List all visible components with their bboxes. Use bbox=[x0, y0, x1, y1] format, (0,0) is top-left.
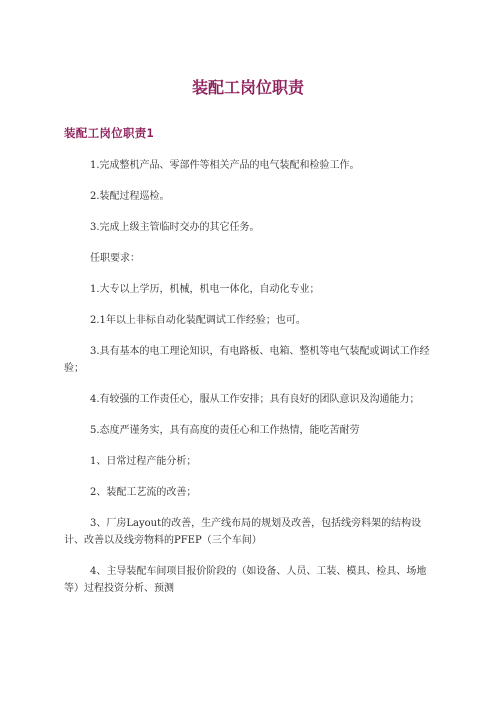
paragraph-duty-1: 1.完成整机产品、零部件等相关产品的电气装配和检验工作。 bbox=[90, 160, 360, 171]
paragraph-task-4: 4、主导装配车间项目报价阶段的（如设备、人员、工装、模具、检具、场地等）过程投资分析、预测 bbox=[64, 566, 427, 594]
paragraph-duty-3: 3.完成上级主管临时交办的其它任务。 bbox=[90, 222, 260, 233]
paragraph-requirement-1: 1.大专以上学历，机械，机电一体化，自动化专业； bbox=[90, 284, 320, 295]
paragraph-requirement-5: 5.态度严谨务实，具有高度的责任心和工作热情，能吃苦耐劳 bbox=[90, 425, 360, 436]
paragraph-task-2: 2、装配工艺流的改善； bbox=[90, 487, 197, 498]
paragraph-requirement-4: 4.有较强的工作责任心，服从工作安排；具有良好的团队意识及沟通能力； bbox=[90, 394, 420, 405]
paragraph-task-3: 3、厂房Layout的改善，生产线布局的规划及改善，包括线旁料架的结构设计、改善以及线旁物料的PFEP（三个车间） bbox=[64, 518, 422, 546]
document-title: 装配工岗位职责 bbox=[191, 78, 304, 97]
section-heading: 装配工岗位职责1 bbox=[64, 126, 154, 140]
paragraph-requirements-label: 任职要求： bbox=[90, 253, 140, 264]
paragraph-duty-2: 2.装配过程巡检。 bbox=[90, 191, 170, 202]
paragraph-requirement-3: 3.具有基本的电工理论知识，有电路板、电箱、整机等电气装配或调试工作经验； bbox=[64, 346, 430, 374]
paragraph-requirement-2: 2.1年以上非标自动化装配调试工作经验；也可。 bbox=[90, 315, 306, 326]
paragraph-task-1: 1、日常过程产能分析； bbox=[90, 456, 197, 467]
document-body bbox=[64, 157, 436, 611]
